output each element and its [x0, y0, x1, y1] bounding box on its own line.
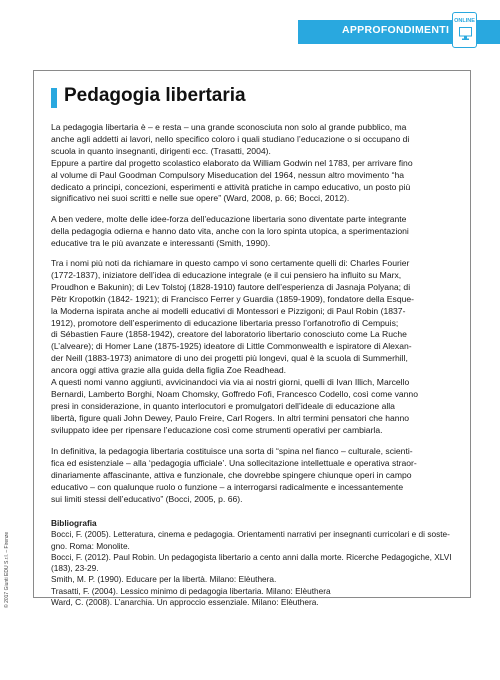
text-line: presi in considerazione, in quanto interlocutori e promulgatori dell’ideale di educazione alla	[51, 400, 395, 411]
bibliography-entry: gno. Roma: Monolite.	[51, 540, 130, 551]
text-line: significativo nei suoi scritti e nelle sue opere” (Ward, 2008, p. 66; Bocci, 2012).	[51, 193, 350, 204]
text-line: sui limiti stessi dell’educativo” (Bocci, 2005, p. 66).	[51, 493, 243, 504]
text-line: ancora oggi attiva grazie alla guida della figlia Zoe Readhead.	[51, 365, 287, 376]
copyright-note	[4, 531, 14, 610]
bibliography-entry: Bocci, F. (2012). Paul Robin. Un pedagogista libertario a cento anni dalla morte. Ricerche Pedagogiche, XLVI	[51, 551, 452, 562]
bibliography-entry: (183), 23-29.	[51, 563, 99, 574]
text-line: 1912), promotore dell’esperimento di educazione libertaria presso l’orfanotrofio di Cempuis;	[51, 317, 399, 328]
text-line: Eppure a partire dal progetto scolastico elaborato da William Godwin nel 1783, per arrivare fino	[51, 157, 413, 168]
text-line: di Sébastien Faure (1858-1942), creatore del laboratorio libertario conosciuto come La Ruche	[51, 329, 407, 340]
text-line: anche agli addetti ai lavori, nello specifico coloro i quali studiano l’educazione o si occupano di	[51, 133, 410, 144]
text-line: educativo – con qualunque ruolo o funzione – a interrogarsi radicalmente e incessantemente	[51, 481, 404, 492]
text-line: In definitiva, la pedagogia libertaria costituisce una sorta di “spina nel fianco – culturale, scienti-	[51, 446, 413, 456]
paragraph-names	[51, 258, 461, 437]
text-line: Proudhon e Bakunin); di Lev Tolstoj (1828-1910) fautore dell’esperienza di Jasnaja Polyana; di	[51, 281, 411, 292]
paragraph-ideas	[51, 214, 461, 250]
page-title: Pedagogia libertaria	[64, 85, 246, 106]
title-marker	[51, 88, 57, 108]
text-line: la Moderna ispirata anche ai modelli educativi di Montessori e Pizzigoni; di Paul Robin (1837-	[51, 305, 406, 316]
online-label: ONLINE	[454, 18, 475, 24]
text-line: scuola in quanto insegnanti, dirigenti ecc. (Trasatti, 2004).	[51, 145, 271, 156]
text-line: (1772-1837), iniziatore dell’idea di educazione integrale (e il cui pensiero ha influito su Marx,	[51, 269, 402, 280]
bibliography-heading: Bibliografia	[51, 518, 97, 528]
bibliography-entry: Smith, M. P. (1990). Educare per la libertà. Milano: Elèuthera.	[51, 574, 277, 585]
text-line: A ben vedere, molte delle idee-forza dell’educazione libertaria sono diventate parte integrante	[51, 214, 407, 224]
online-badge[interactable]	[452, 12, 477, 48]
text-line: Bernardi, Lamberto Borghi, Noam Chomsky, Goffredo Fofi, Francesco Codello, così come vanno	[51, 388, 418, 399]
text-line: dinariamente affascinante, attiva e funzionale, che dovrebbe spingere chiunque operi in campo	[51, 469, 412, 480]
text-line: educative tra le più avanzate e interessanti (Smith, 1990).	[51, 237, 271, 248]
text-line: libertà, figure quali John Dewey, Paulo Freire, Carl Rogers. In altri termini pensatori che hanno	[51, 412, 410, 423]
copyright-text: © 2017 Giunti EDU S.r.l. – Firenze	[4, 531, 10, 608]
text-line: dedicato a principi, concezioni, esperimenti e attività pratiche in campo educativo, un posto più	[51, 181, 411, 192]
text-line: der Neill (1883-1973) animatore di uno dei progetti più longevi, qual è la scuola di Summerhill,	[51, 353, 408, 364]
bibliography-entry: Bocci, F. (2005). Letteratura, cinema e pedagogia. Orientamenti narrativi per insegnanti curricolari e di soste-	[51, 529, 450, 540]
paragraph-conclusion	[51, 446, 461, 506]
bibliography-entry: Ward, C. (2008). L’anarchia. Un approccio essenziale. Milano: Elèuthera.	[51, 597, 319, 608]
text-line: Tra i nomi più noti da richiamare in questo campo vi sono certamente quelli di: Charles Fourier	[51, 258, 410, 268]
text-line: (L’alveare); di Homer Lane (1875-1925) ideatore di Little Commonwealth e ispiratore di Alexan-	[51, 341, 412, 352]
paragraph-intro	[51, 122, 461, 205]
text-line: della pedagogia odierna e hanno dato vita, anche con la loro spinta utopica, a sperimentazioni	[51, 225, 409, 236]
bibliography-entry: Trasatti, F. (2004). Lessico minimo di pedagogia libertaria. Milano: Elèuthera	[51, 585, 331, 596]
section-label: APPROFONDIMENTI	[342, 24, 450, 36]
text-line: A questi nomi vanno aggiunti, avvicinandoci via via ai nostri giorni, quelli di Ivan Illich, Marcello	[51, 377, 410, 388]
text-line: sviluppato idee per ripensare l’educazione così come strumenti operativi per cambiarla.	[51, 424, 383, 435]
text-line: Pëtr Kropotkin (1842- 1921); di Francisco Ferrer y Guardia (1859-1909), fondatore della Esque-	[51, 293, 415, 304]
bibliography	[51, 518, 461, 608]
text-line: La pedagogia libertaria è – e resta – una grande sconosciuta non solo al grande pubblico, ma	[51, 122, 407, 132]
text-line: al volume di Paul Goodman Compulsory Miseducation del 1964, nessun altro movimento “ha	[51, 169, 405, 180]
text-line: fica ed esistenziale – alla ‘pedagogia ufficiale’. Una sollecitazione intellettuale e operativa straor-	[51, 457, 417, 468]
monitor-icon	[459, 27, 472, 41]
